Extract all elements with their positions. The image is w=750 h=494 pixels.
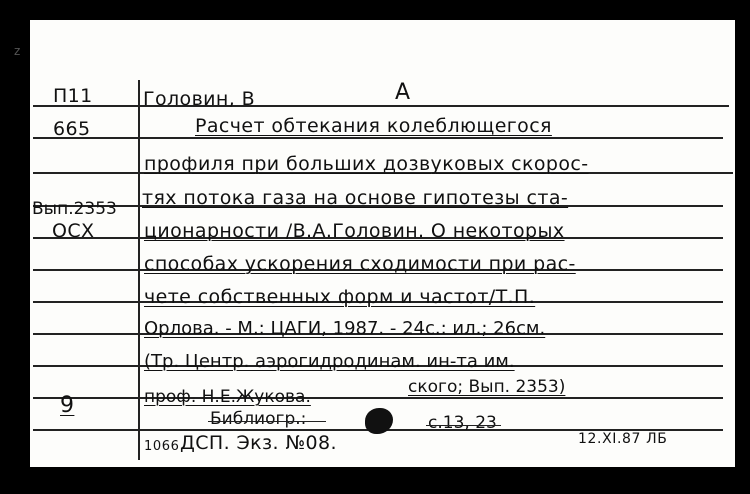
strike-through <box>426 425 501 426</box>
section-code: ОСХ <box>52 220 95 242</box>
series-number: Вып.2353 <box>32 199 117 219</box>
strike-through <box>208 421 326 422</box>
date-note: 12.XI.87 ЛБ <box>578 431 668 447</box>
description-line: ского; Вып. 2353) <box>408 377 566 397</box>
description-line: проф. Н.Е.Жукова. <box>144 387 311 407</box>
rule-line <box>33 137 723 139</box>
description-line: чете собственных форм и частот/Т.П. <box>144 286 536 308</box>
call-number-line-2: 665 <box>53 118 91 140</box>
catalog-card <box>14 20 735 467</box>
description-line: тях потока газа на основе гипотезы ста- <box>142 187 569 209</box>
description-line: Расчет обтекания колеблющегося <box>195 115 552 137</box>
description-line: (Тр. Центр. аэрогидродинам. ин-та им. <box>144 351 515 372</box>
call-number-line-1: П11 <box>53 85 93 107</box>
description-line: ционарности /В.А.Головин. О некоторых <box>144 220 565 242</box>
corner-mark: z <box>14 44 21 58</box>
description-line: Орлова. - М.: ЦАГИ, 1987. - 24с.: ил.; 26см. <box>144 318 546 339</box>
description-line: профиля при больших дозвуковых скорос- <box>144 153 589 175</box>
restriction-note: ДСП. Экз. №08. <box>180 432 337 454</box>
restriction-prefix: 1066 <box>144 439 180 454</box>
shelf-mark: 9 <box>60 393 75 418</box>
author-heading: Головин, В <box>143 88 256 110</box>
description-line: способах ускорения сходимости при рас- <box>144 253 576 275</box>
margin-line <box>138 80 140 460</box>
description-line: с.13, 23 <box>428 413 497 433</box>
rule-line <box>33 397 723 399</box>
heading-letter: А <box>395 80 411 105</box>
description-line: Библиогр.: <box>210 409 307 429</box>
